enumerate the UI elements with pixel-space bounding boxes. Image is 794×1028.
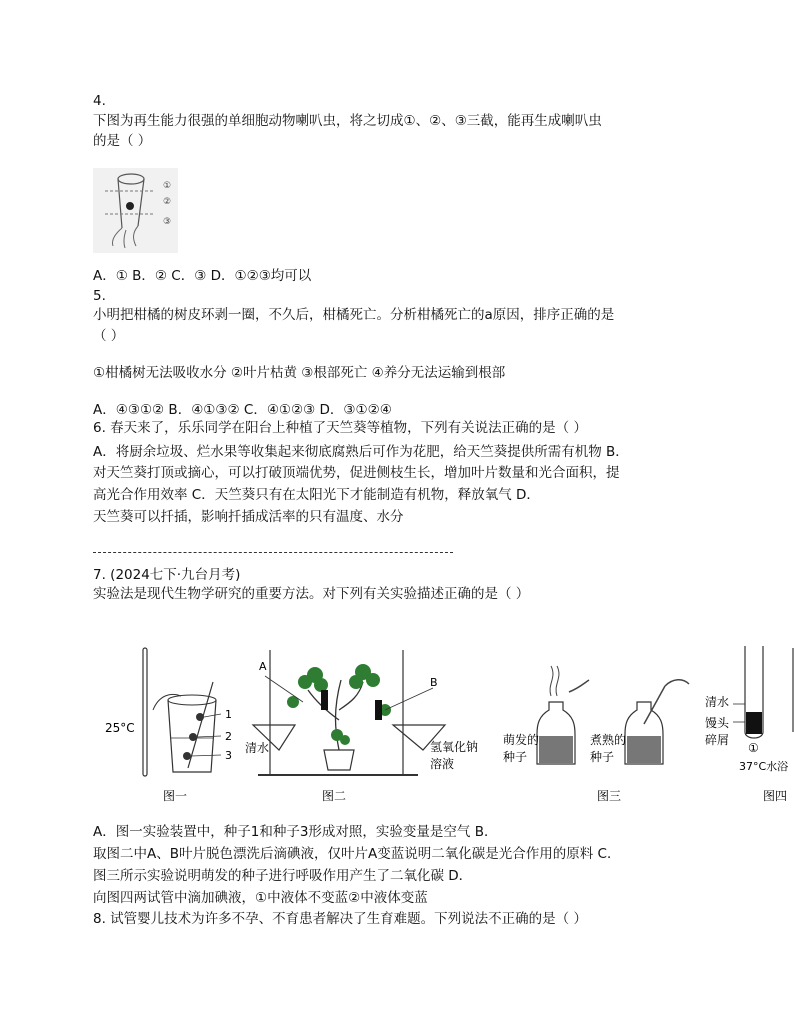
q6-option-b-cont: 高光合作用效率 C．天竺葵只有在太阳光下才能制造有机物，释放氧气 D． (93, 487, 540, 503)
fig1-temperature: 25°C (105, 721, 135, 735)
q4-number: 4. (93, 93, 106, 109)
fig3-left-label-1: 萌发的 (503, 733, 540, 747)
figure-2 (245, 650, 478, 803)
fig2-right-liquid-2: 溶液 (430, 757, 455, 771)
q7-option-b: 取图二中A、B叶片脱色漂洗后滴碘液，仅叶片A变蓝说明二氧化碳是光合作用的原料 C． (93, 846, 621, 862)
q7-option-d: 向图四两试管中滴加碘液，①中液体不变蓝②中液体变蓝 (93, 890, 428, 906)
fig1-label-3: 3 (225, 749, 232, 762)
q5-items: ①柑橘树无法吸收水分 ②叶片枯黄 ③根部死亡 ④养分无法运输到根部 (93, 365, 506, 381)
fig4-caption: 图四 (763, 789, 788, 803)
fig3-caption: 图三 (597, 789, 622, 803)
q4-stem-cont: 的是（ ） (93, 133, 152, 149)
fig3-right-label-1: 煮熟的 (590, 733, 627, 747)
fig2-label-a: A (259, 660, 267, 673)
figure-3 (503, 666, 689, 803)
q5-stem: 小明把柑橘的树皮环剥一圈，不久后，柑橘死亡。分析柑橘死亡的a原因，排序正确的是 (93, 307, 615, 323)
q6-option-d: 天竺葵可以扦插，影响扦插成活率的只有温度、水分 (93, 509, 404, 525)
q5-number: 5. (93, 288, 106, 304)
q5-stem-cont: （ ） (93, 328, 125, 344)
fig-label-3: ③ (163, 217, 172, 227)
fig1-label-2: 2 (225, 730, 232, 743)
fig2-right-liquid-1: 氢氧化钠 (430, 740, 479, 754)
separator-line (93, 552, 453, 553)
fig4-bread-label-2: 碎屑 (705, 733, 730, 747)
fig1-label-1: 1 (225, 708, 232, 721)
q6-option-a: A．将厨余垃圾、烂水果等收集起来彻底腐熟后可作为花肥，给天竺葵提供所需有机物 B． (93, 444, 629, 460)
q4-stem: 下图为再生能力很强的单细胞动物喇叭虫，将之切成①、②、③三截，能再生成喇叭虫 (93, 113, 602, 129)
experiment-figures (93, 640, 794, 810)
q7-option-c: 图三所示实验说明萌发的种子进行呼吸作用产生了二氧化碳 D． (93, 868, 473, 884)
fig4-tube-label: ① (748, 741, 759, 755)
q5-options: A．④③①② B．④①③② C．④①②③ D．③①②④ (93, 402, 392, 418)
q6-stem: 6. 春天来了，乐乐同学在阳台上种植了天竺葵等植物，下列有关说法正确的是（ ） (93, 420, 587, 436)
q7-header: 7. (2024七下·九台月考) (93, 567, 241, 583)
fig-label-1: ① (163, 181, 172, 191)
fig4-water-label: 清水 (705, 695, 730, 709)
figure-4 (705, 646, 793, 803)
q8-stem: 8. 试管婴儿技术为许多不孕、不育患者解决了生育难题。下列说法不正确的是（ ） (93, 911, 587, 927)
fig3-left-label-2: 种子 (503, 750, 528, 764)
q6-option-b: 对天竺葵打顶或摘心，可以打破顶端优势，促进侧枝生长，增加叶片数量和光合面积，提 (93, 465, 620, 481)
fig3-right-label-2: 种子 (590, 750, 615, 764)
trumpet-worm-figure (93, 168, 178, 253)
fig2-caption: 图二 (322, 789, 347, 803)
q4-options: A．① B．② C．③ D．①②③均可以 (93, 268, 312, 284)
fig1-caption: 图一 (163, 789, 188, 803)
figure-1 (105, 648, 232, 803)
q7-option-a: A．图一实验装置中，种子1和种子3形成对照，实验变量是空气 B． (93, 824, 498, 840)
fig2-label-b: B (430, 676, 438, 689)
fig4-bread-label-1: 馒头 (705, 716, 730, 730)
q7-stem: 实验法是现代生物学研究的重要方法。对下列有关实验描述正确的是（ ） (93, 586, 530, 602)
fig4-bath-label: 37°C水浴 (739, 760, 789, 773)
fig2-left-liquid: 清水 (245, 741, 270, 755)
fig-label-2: ② (163, 197, 172, 207)
